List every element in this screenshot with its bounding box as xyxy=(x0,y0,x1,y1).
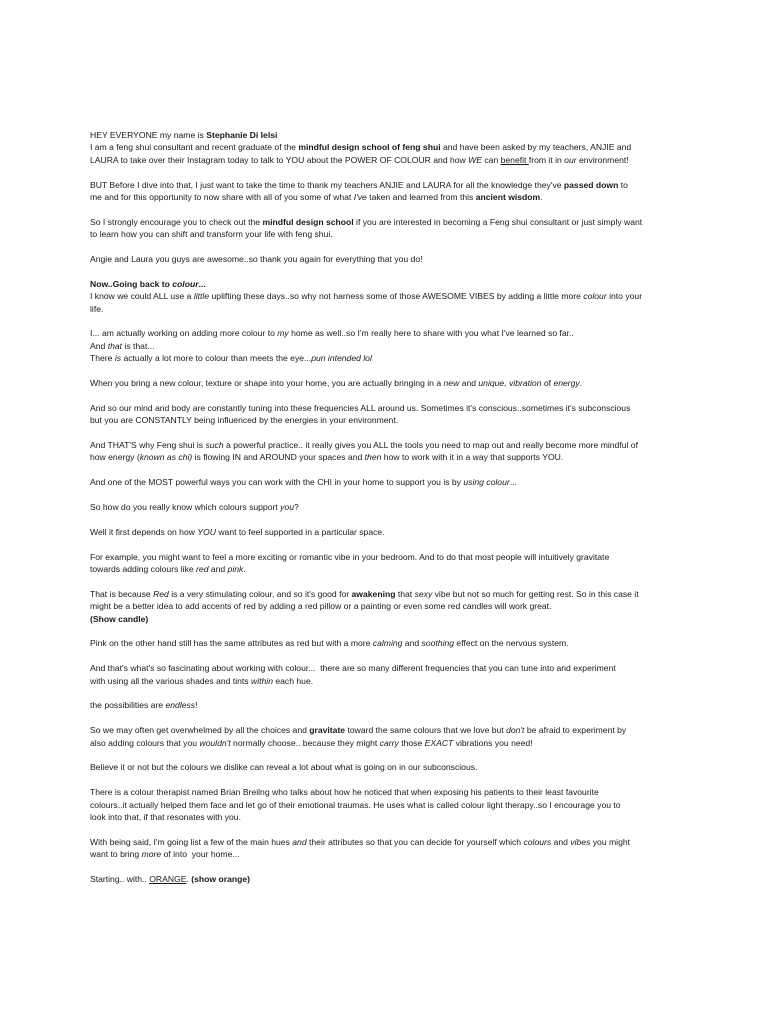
paragraph xyxy=(90,439,680,464)
text-run: unique, vibration xyxy=(478,378,542,389)
text-line xyxy=(90,352,680,364)
text-run: then xyxy=(364,452,382,463)
text-run: my xyxy=(277,328,289,339)
document-page xyxy=(90,129,680,885)
text-run: benefit xyxy=(500,154,529,165)
paragraph xyxy=(90,327,680,364)
text-run: Pink on the other hand still has the same attributes as red but with a more xyxy=(90,638,373,649)
text-line xyxy=(90,377,680,389)
text-line xyxy=(90,476,680,488)
text-run: vibe but not so much for getting rest. So in this case it xyxy=(432,588,639,599)
paragraph xyxy=(90,551,680,576)
text-run: little xyxy=(193,291,210,302)
text-line xyxy=(90,637,680,649)
text-run: using colour xyxy=(463,477,510,488)
text-run: When you bring a new colour, texture or shape into your home, you are actually bringing in a xyxy=(90,378,444,389)
text-run: calming xyxy=(372,638,403,649)
text-run: colour xyxy=(583,291,607,302)
text-run: taken and learned from this xyxy=(366,192,476,203)
text-run: you might xyxy=(590,836,631,847)
text-run: colour xyxy=(172,278,199,289)
text-run: There xyxy=(90,353,115,364)
text-line xyxy=(90,737,680,749)
text-line xyxy=(90,836,680,848)
text-run: passed down xyxy=(563,179,619,190)
text-run: actually a lot more to colour than meets the eye... xyxy=(121,353,312,364)
text-run: of xyxy=(541,378,554,389)
text-run: mindful design school xyxy=(262,216,354,227)
text-line xyxy=(90,563,680,575)
text-run: be afraid to experiment by xyxy=(524,725,627,736)
text-run: is flowing IN and AROUND your spaces and xyxy=(192,452,365,463)
text-run: is that... xyxy=(122,340,155,351)
text-run: want to bring xyxy=(90,849,142,860)
text-run: And so our mind and body are constantly tuning into these frequencies ALL around us. Sometimes it's conscious..sometimes it's subconscious xyxy=(90,402,631,413)
text-run: Red xyxy=(153,588,169,599)
paragraph xyxy=(90,761,680,773)
text-line xyxy=(90,588,680,600)
text-line xyxy=(90,191,680,203)
text-run: how to work with it in a way that supports YOU. xyxy=(381,452,564,463)
text-run: to learn how you can shift and transform your life with feng shui. xyxy=(90,229,333,240)
text-run: a powerful practice.. it really gives you ALL the tools you need to map out and really become more mindful of xyxy=(223,440,638,451)
text-run: and xyxy=(551,836,571,847)
text-run: environment! xyxy=(576,154,629,165)
text-run: And that's what's so fascinating about working with colour... there are so many different frequencies that you can tune into and experiment xyxy=(90,663,616,674)
text-run: soothing xyxy=(421,638,455,649)
text-run: into your xyxy=(606,291,643,302)
text-run: For example, you might want to feel a more exciting or romantic vibe in your bedroom. And to do that most people will intuitively gravitate xyxy=(90,551,610,562)
text-run: and have been asked by my teachers, ANJIE and xyxy=(440,142,632,153)
text-run: more xyxy=(141,849,162,860)
text-run: (show orange) xyxy=(191,874,250,885)
text-run: And one of the MOST powerful ways you can work with the CHI in your home to support you is by xyxy=(90,477,464,488)
text-line xyxy=(90,699,680,711)
text-run: you xyxy=(280,502,294,513)
paragraph xyxy=(90,179,680,204)
paragraph xyxy=(90,377,680,389)
text-run: known as chi) xyxy=(139,452,193,463)
text-run: how energy ( xyxy=(90,452,140,463)
text-run: Starting.. with.. xyxy=(90,874,150,885)
text-run: Now..Going back to xyxy=(90,278,173,289)
text-run: might be a better idea to add accents of red by adding a red pillow or a painting or even some red candles will work great. xyxy=(90,601,552,612)
text-line xyxy=(90,439,680,451)
text-run: . xyxy=(243,564,246,575)
paragraph xyxy=(90,699,680,711)
text-run: endless xyxy=(165,700,196,711)
paragraph xyxy=(90,278,680,315)
text-line xyxy=(90,675,680,687)
text-run: Stephanie Di Ielsi xyxy=(206,130,278,140)
text-run: our xyxy=(564,154,577,165)
text-run: sexy xyxy=(414,588,433,599)
text-line xyxy=(90,613,680,625)
text-run: . xyxy=(540,192,543,203)
text-run: Believe it or not but the colours we dislike can reveal a lot about what is going on in our subconscious. xyxy=(90,762,478,773)
paragraph xyxy=(90,501,680,513)
text-run: So I strongly encourage you to check out the xyxy=(90,216,263,227)
text-run: also adding colours that you xyxy=(90,737,200,748)
text-run: and xyxy=(208,564,228,575)
text-run: to xyxy=(618,179,628,190)
text-run: home as well..so I'm really here to share with you what I've learned so far.. xyxy=(288,328,574,339)
text-run: I've xyxy=(353,192,367,203)
text-run: wouldn't xyxy=(199,737,231,748)
text-run: With being said, I'm going list a few of the main hues xyxy=(90,836,293,847)
text-line xyxy=(90,848,680,860)
text-run: gravitate xyxy=(309,725,346,736)
text-run: That is because xyxy=(90,588,154,599)
paragraph xyxy=(90,129,680,166)
text-line xyxy=(90,129,680,141)
text-run: awakening xyxy=(351,588,396,599)
text-run: effect on the nervous system. xyxy=(454,638,569,649)
text-run: EXACT xyxy=(424,737,454,748)
text-run: uplifting these days..so why not harness some of those AWESOME VIBES by adding a little more xyxy=(209,291,584,302)
text-line xyxy=(90,414,680,426)
text-run: those xyxy=(398,737,425,748)
text-run: want to feel supported in a particular space. xyxy=(215,526,385,537)
text-run: can xyxy=(481,154,501,165)
text-run: vibrations you need! xyxy=(453,737,533,748)
text-run: and xyxy=(292,836,307,847)
text-run: ? xyxy=(293,502,299,513)
text-run: I... am actually working on adding more colour to xyxy=(90,328,278,339)
text-run: So how do you really know which colours support xyxy=(90,502,281,513)
text-line xyxy=(90,327,680,339)
text-run: WE xyxy=(468,154,482,165)
text-run: don't xyxy=(506,725,525,736)
text-run: LAURA to take over their Instagram today to talk to YOU about the POWER OF COLOUR and how xyxy=(90,154,469,165)
text-run: toward the same colours that we love but xyxy=(345,725,507,736)
text-run: me and for this opportunity to now share with all of you some of what xyxy=(90,192,354,203)
text-line xyxy=(90,526,680,538)
text-run: colours xyxy=(523,836,552,847)
text-run: ORANGE xyxy=(149,874,187,885)
text-run: with using all the various shades and tints xyxy=(90,675,251,686)
text-run: And THAT'S why Feng shui is xyxy=(90,440,206,451)
text-line xyxy=(90,786,680,798)
text-line xyxy=(90,253,680,265)
text-run: look into that, if that resonates with you. xyxy=(90,812,241,823)
text-line xyxy=(90,451,680,463)
paragraph xyxy=(90,588,680,625)
paragraph xyxy=(90,836,680,861)
paragraph xyxy=(90,402,680,427)
text-line xyxy=(90,179,680,191)
text-line xyxy=(90,811,680,823)
text-line xyxy=(90,228,680,240)
text-line xyxy=(90,216,680,228)
paragraph xyxy=(90,476,680,488)
text-run: ... xyxy=(198,278,206,289)
text-run: mindful design school of feng shui xyxy=(298,142,441,153)
text-run: normally choose.. because they might xyxy=(230,737,380,748)
text-line xyxy=(90,303,680,315)
text-run: is xyxy=(114,353,122,364)
text-line xyxy=(90,278,680,290)
text-line xyxy=(90,402,680,414)
text-run: if you are interested in becoming a Feng shui consultant or just simply want xyxy=(353,216,643,227)
text-run: of into your home... xyxy=(161,849,240,860)
text-line xyxy=(90,724,680,736)
text-run: their attributes so that you can decide for yourself which xyxy=(306,836,524,847)
text-run: energy xyxy=(553,378,580,389)
paragraph xyxy=(90,216,680,241)
text-run: And xyxy=(90,340,108,351)
text-run: There is a colour therapist named Brian Breilng who talks about how he noticed that when exposing his patients to their least favourite xyxy=(90,787,599,798)
text-run: and xyxy=(402,638,422,649)
text-run: carry xyxy=(379,737,399,748)
text-run: So we may often get overwhelmed by all the choices and xyxy=(90,725,310,736)
text-run: that xyxy=(395,588,415,599)
text-line xyxy=(90,761,680,773)
text-run: each hue. xyxy=(272,675,314,686)
text-run: within xyxy=(251,675,273,686)
paragraph xyxy=(90,873,680,885)
text-run: . xyxy=(579,378,583,389)
text-run: new xyxy=(443,378,460,389)
paragraph xyxy=(90,786,680,823)
text-run: red xyxy=(196,564,209,575)
text-run: ! xyxy=(195,700,198,711)
text-run: towards adding colours like xyxy=(90,564,197,575)
text-run: I know we could ALL use a xyxy=(90,291,194,302)
text-run: Angie and Laura you guys are awesome..so thank you again for everything that you do! xyxy=(90,254,423,265)
text-run: such xyxy=(205,440,224,451)
text-run: pun intended lol xyxy=(311,353,372,364)
text-run: (Show candle) xyxy=(90,613,149,624)
text-run: ... xyxy=(509,477,517,488)
text-line xyxy=(90,154,680,166)
text-run: I am a feng shui consultant and recent graduate of the xyxy=(90,142,299,153)
text-run: vibes xyxy=(570,836,591,847)
text-run: pink xyxy=(227,564,244,575)
text-run: life. xyxy=(90,303,104,314)
paragraph xyxy=(90,253,680,265)
paragraph xyxy=(90,637,680,649)
text-run: YOU xyxy=(197,526,216,537)
text-line xyxy=(90,501,680,513)
text-run: that xyxy=(107,340,123,351)
text-run: but you are CONSTANTLY being influenced by the energies in your environment. xyxy=(90,415,399,426)
text-line xyxy=(90,290,680,302)
text-run: HEY EVERYONE my name is xyxy=(90,130,207,140)
text-run: is a very stimulating colour, and so it's good for xyxy=(168,588,352,599)
text-run: colours..it actually helped them face and let go of their emotional traumas. He uses what is called colour light therapy..so I encourage you to xyxy=(90,799,621,810)
text-run: the possibilities are xyxy=(90,700,166,711)
text-run: Well it first depends on how xyxy=(90,526,198,537)
text-run: BUT Before I dive into that, I just want to take the time to thank my teachers ANJIE and LAURA for all the knowledge they've xyxy=(90,179,564,190)
text-run: from it in xyxy=(528,154,565,165)
text-line xyxy=(90,600,680,612)
text-line xyxy=(90,662,680,674)
text-run: and xyxy=(459,378,479,389)
paragraph xyxy=(90,724,680,749)
text-line xyxy=(90,141,680,153)
text-line xyxy=(90,340,680,352)
paragraph xyxy=(90,526,680,538)
text-run: ancient wisdom xyxy=(475,192,541,203)
text-line xyxy=(90,551,680,563)
text-line xyxy=(90,873,680,885)
text-run: . xyxy=(186,874,192,885)
paragraph xyxy=(90,662,680,687)
text-line xyxy=(90,799,680,811)
